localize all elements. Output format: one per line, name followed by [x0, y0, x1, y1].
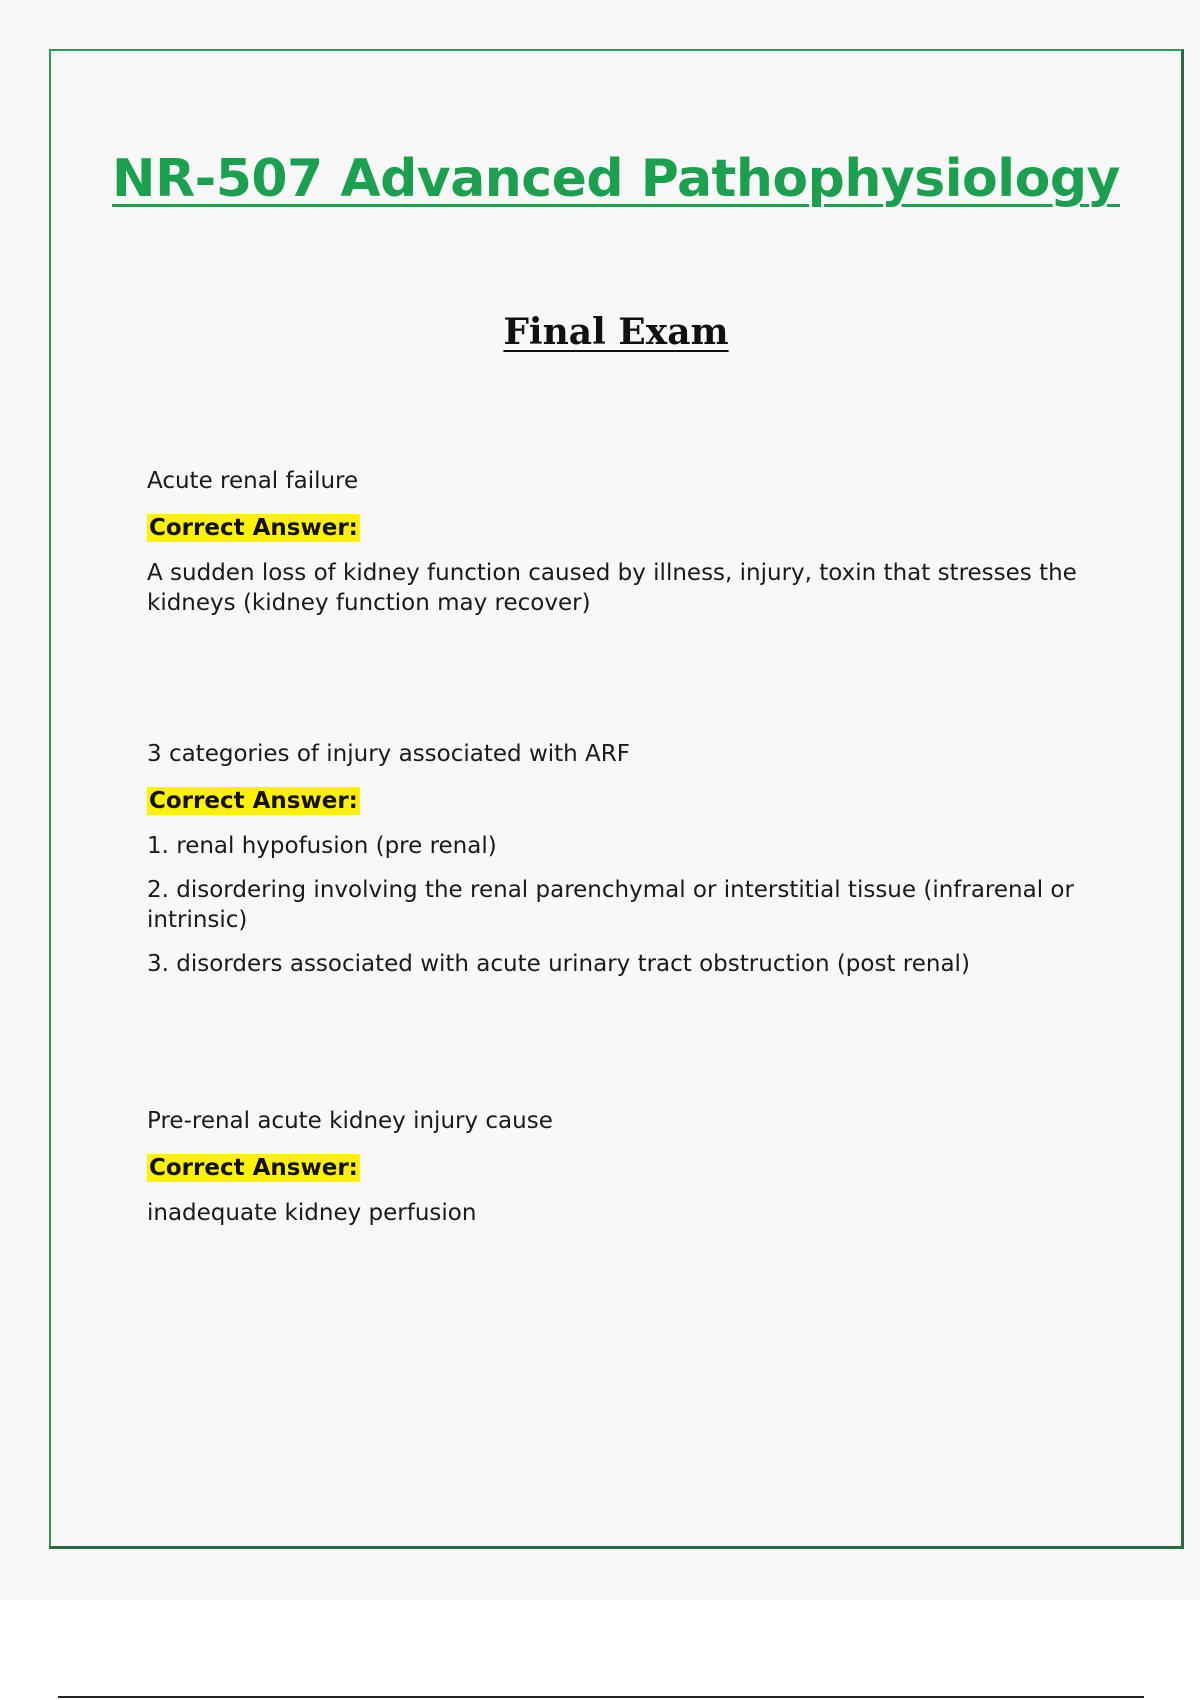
document-frame [49, 49, 1184, 1549]
document-subtitle: Final Exam [503, 311, 729, 353]
question-text: 3 categories of injury associated with ARF [147, 741, 630, 767]
answer-text: 1. renal hypofusion (pre renal) [147, 833, 497, 859]
answer-text: A sudden loss of kidney function caused by illness, injury, toxin that stresses the kidneys (kidney function may recover) [147, 560, 1077, 616]
correct-answer-label: Correct Answer: [149, 1155, 358, 1181]
question-text: Acute renal failure [147, 468, 359, 494]
answer-text: 3. disorders associated with acute urinary tract obstruction (post renal) [147, 951, 970, 977]
qa-block-3 [147, 1106, 1147, 1242]
correct-answer-label: Correct Answer: [149, 515, 358, 541]
page-bottom-rule [58, 1696, 1144, 1698]
document-title: NR-507 Advanced Pathophysiology [112, 149, 1120, 209]
correct-answer-label: Correct Answer: [149, 788, 358, 814]
answer-text: inadequate kidney perfusion [147, 1200, 477, 1226]
qa-block-2 [147, 739, 1147, 993]
question-text: Pre-renal acute kidney injury cause [147, 1108, 553, 1134]
answer-text: 2. disordering involving the renal parenchymal or interstitial tissue (infrarenal or intrinsic) [147, 877, 1074, 933]
qa-block-1 [147, 466, 1147, 632]
